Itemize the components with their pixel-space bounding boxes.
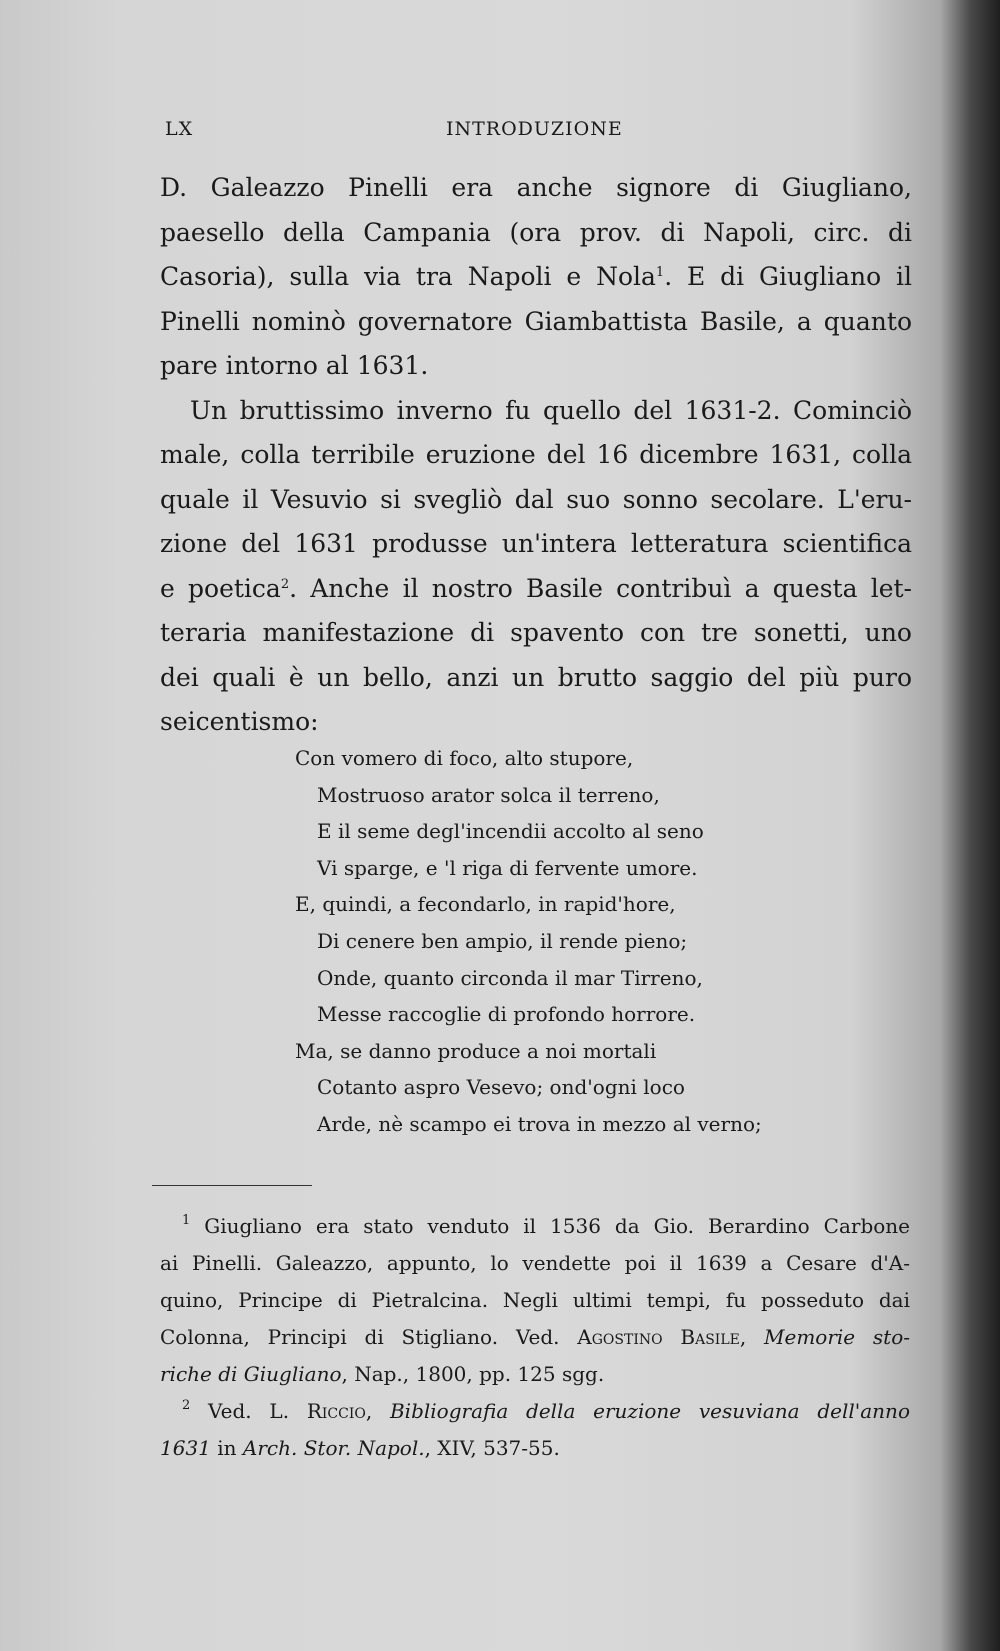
verse-line: Arde, nè scampo ei trova in mezzo al verno; — [317, 1111, 762, 1136]
verse-line: Con vomero di foco, alto stupore, — [295, 746, 634, 770]
verse-line: E il seme degl'incendii accolto al seno — [317, 819, 704, 844]
text-line: paesello della Campania (ora prov. di Napoli, circ. di — [160, 217, 912, 247]
work-title: riche di Giugliano — [160, 1362, 342, 1386]
footnote-1 — [160, 1208, 910, 1393]
text-line: Pinelli nominò governatore Giambattista Basile, a quanto — [160, 306, 912, 336]
text-fragment: Casoria), sulla via tra Napoli e Nola — [160, 262, 656, 291]
work-title: 1631 — [160, 1436, 211, 1460]
text-fragment: , — [365, 1399, 390, 1423]
text-line: teraria manifestazione di spavento con tre sonetti, uno — [160, 618, 912, 647]
text-line: D. Galeazzo Pinelli era anche signore di Giugliano, — [160, 173, 912, 202]
text-line — [160, 567, 912, 612]
verse-line: Onde, quanto circonda il mar Tirreno, — [317, 965, 703, 990]
text-line: seicentismo: — [160, 707, 319, 736]
footnote-ref-2[interactable]: 2 — [280, 576, 290, 592]
verse-line: Vi sparge, e 'l riga di fervente umore. — [317, 855, 698, 880]
page-folio: LX — [165, 118, 194, 140]
footnote-marker: 2 — [182, 1398, 191, 1413]
footnotes — [160, 1208, 910, 1467]
author-name: Agostino Basile — [577, 1325, 740, 1349]
verse-line: Di cenere ben ampio, il rende pieno; — [317, 928, 688, 953]
verse-line: Cotanto aspro Vesevo; ond'ogni loco — [317, 1075, 685, 1100]
text-fragment: , — [739, 1325, 764, 1349]
text-fragment: Ved. — [208, 1399, 270, 1423]
text-line: quale il Vesuvio si svegliò dal suo sonno secolare. L'eru- — [160, 484, 912, 514]
work-title: Memorie sto- — [764, 1325, 911, 1349]
footnote-line: quino, Principe di Pietralcina. Negli ultimi tempi, fu posseduto dai — [160, 1288, 910, 1312]
footnote-line — [160, 1393, 910, 1430]
footnote-line — [160, 1319, 910, 1356]
footnote-2 — [160, 1393, 910, 1467]
footnote-line — [160, 1208, 910, 1245]
journal-title: Arch. Stor. Napol. — [242, 1436, 425, 1460]
text-line: pare intorno al 1631. — [160, 351, 429, 380]
text-fragment: e poetica — [160, 573, 281, 603]
footnote-rule — [152, 1185, 312, 1186]
text-line — [160, 255, 912, 300]
verse-line: Messe raccoglie di profondo horrore. — [317, 1002, 696, 1027]
text-fragment: . E di Giugliano il — [664, 262, 912, 291]
text-line: male, colla terribile eruzione del 16 dicembre 1631, colla — [160, 440, 912, 469]
verse-line: Ma, se danno produce a noi mortali — [295, 1038, 657, 1063]
footnote-marker: 1 — [182, 1213, 191, 1228]
page-header — [160, 118, 900, 148]
author-name: L. Riccio — [269, 1399, 366, 1423]
main-text — [160, 166, 912, 745]
sonnet — [295, 740, 795, 1143]
text-fragment: in — [210, 1436, 243, 1460]
work-title: Bibliografia della eruzione vesuviana dell'anno — [389, 1399, 910, 1423]
text-fragment: , Nap., 1800, pp. 125 sgg. — [341, 1362, 605, 1386]
footnote-line — [160, 1430, 910, 1467]
text-fragment: Giugliano era stato venduto il 1536 da Gio. Berardino Carbone — [204, 1214, 911, 1238]
verse-line: Mostruoso arator solca il terreno, — [317, 782, 660, 807]
footnote-ref-1[interactable]: 1 — [655, 265, 665, 280]
running-title: INTRODUZIONE — [446, 118, 623, 140]
text-fragment: , XIV, 537-55. — [424, 1436, 560, 1460]
text-line: dei quali è un bello, anzi un brutto saggio del più puro — [160, 662, 912, 692]
paragraph-first-line: Un bruttissimo inverno fu quello del 1631-2. Cominciò — [190, 395, 912, 425]
text-fragment: . Anche il nostro Basile contribuì a questa let- — [289, 573, 912, 603]
text-fragment: Colonna, Principi di Stigliano. Ved. — [160, 1325, 578, 1349]
footnote-line: ai Pinelli. Galeazzo, appunto, lo vendette poi il 1639 a Cesare d'A- — [160, 1251, 910, 1275]
footnote-line — [160, 1356, 910, 1393]
text-line: zione del 1631 produsse un'intera letteratura scientifica — [160, 529, 912, 558]
verse-line: E, quindi, a fecondarlo, in rapid'hore, — [295, 892, 676, 917]
